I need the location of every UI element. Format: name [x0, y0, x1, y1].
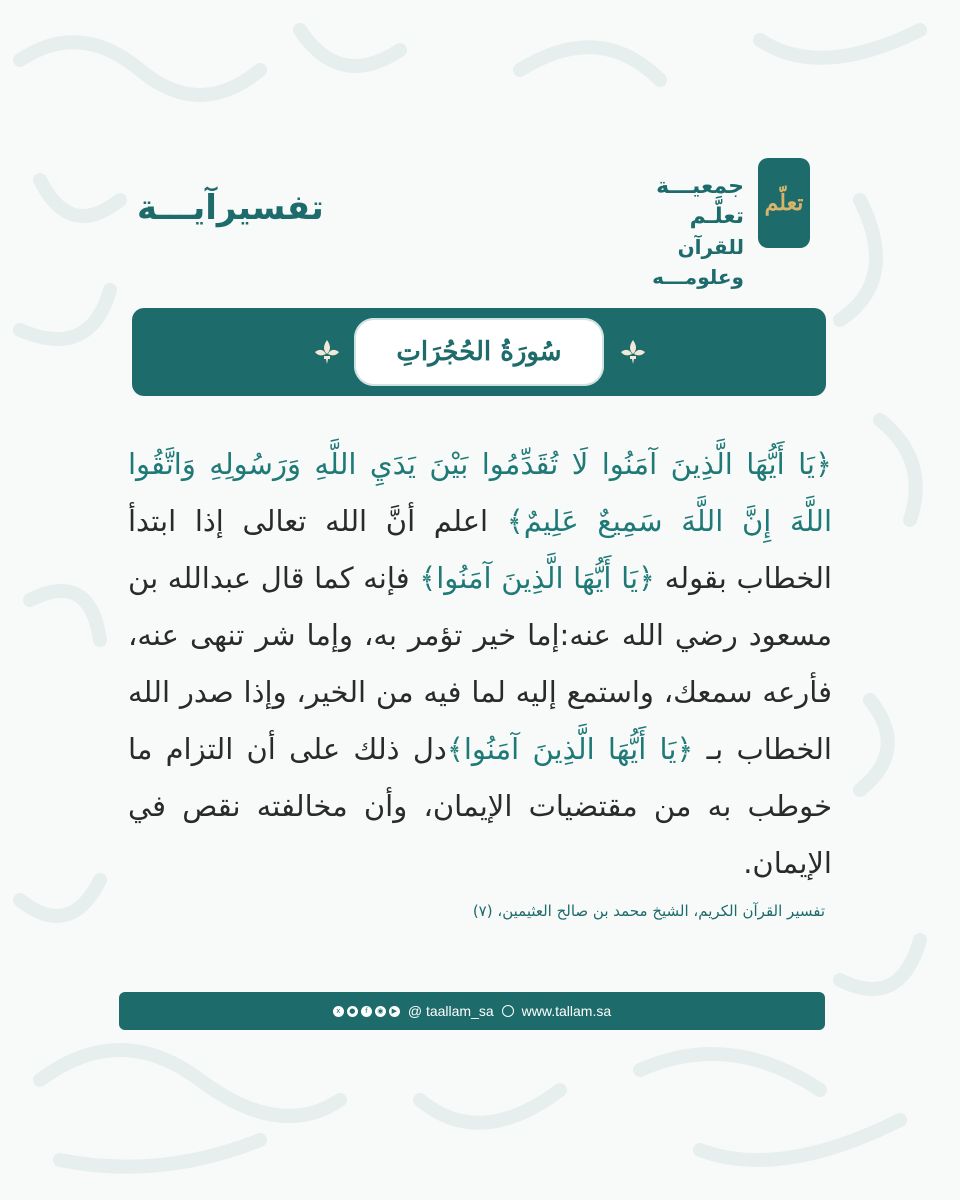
page-title: تفسيرآيـــة	[137, 188, 324, 228]
youtube-icon[interactable]: ▶	[389, 1006, 400, 1017]
source-citation: تفسير القرآن الكريم، الشيخ محمد بن صالح العثيمين، (٧)	[472, 902, 825, 920]
instagram-icon[interactable]: ◉	[375, 1006, 386, 1017]
logo-line-2: للقرآن وعلومـــه	[652, 235, 744, 289]
facebook-icon[interactable]: f	[361, 1006, 372, 1017]
globe-icon	[502, 1005, 514, 1017]
organization-logo	[635, 158, 810, 289]
tafsir-text-part-1: اعلم أنَّ الله تعالى إذا ابتدأ الخطاب بقوله	[128, 504, 832, 595]
x-icon[interactable]: x	[333, 1006, 344, 1017]
logo-badge-text: تعلّم	[764, 190, 804, 216]
surah-banner	[132, 308, 826, 396]
tafsir-text-part-2: فإنه كما قال عبدالله بن مسعود رضي الله عنه:إما خير تؤمر به، وإما شر تنهى عنه، فأرعه سمعك، واستمع إليه لما فيه من الخير، وإذا صدر الله الخطاب بـ	[128, 561, 832, 766]
fleur-de-lis-icon	[618, 338, 648, 366]
social-icons	[333, 1006, 400, 1017]
footer-bar	[119, 992, 825, 1030]
logo-line-1: جمعيـــة تعلَّـم	[656, 174, 744, 229]
quran-quote-1: ﴿يَا أَيُّهَا الَّذِينَ آمَنُوا﴾	[419, 561, 656, 595]
quran-quote-2: ﴿يَا أَيُّهَا الَّذِينَ آمَنُوا﴾	[446, 732, 694, 766]
logo-badge	[758, 158, 810, 248]
tafsir-text	[128, 436, 832, 892]
fleur-de-lis-icon	[312, 338, 342, 366]
snapchat-icon[interactable]: ●	[347, 1006, 358, 1017]
quran-verse: ﴿يَا أَيُّهَا الَّذِينَ آمَنُوا لَا تُقَدِّمُوا بَيْنَ يَدَيِ اللَّهِ وَرَسُولِهِ وَاتَّقُوا اللَّهَ إِنَّ اللَّهَ سَمِيعٌ عَلِيمٌ﴾	[128, 447, 832, 538]
social-handle[interactable]: @ taallam_sa	[407, 1003, 494, 1019]
surah-plaque	[354, 318, 604, 386]
logo-text	[635, 172, 744, 292]
tafsir-text-part-3: دل ذلك على أن التزام ما خوطب به من مقتضيات الإيمان، وأن مخالفته نقص في الإيمان.	[128, 732, 832, 880]
website-link[interactable]: www.tallam.sa	[521, 1003, 612, 1019]
surah-name: سُورَةُ الحُجُرَاتِ	[396, 337, 562, 367]
